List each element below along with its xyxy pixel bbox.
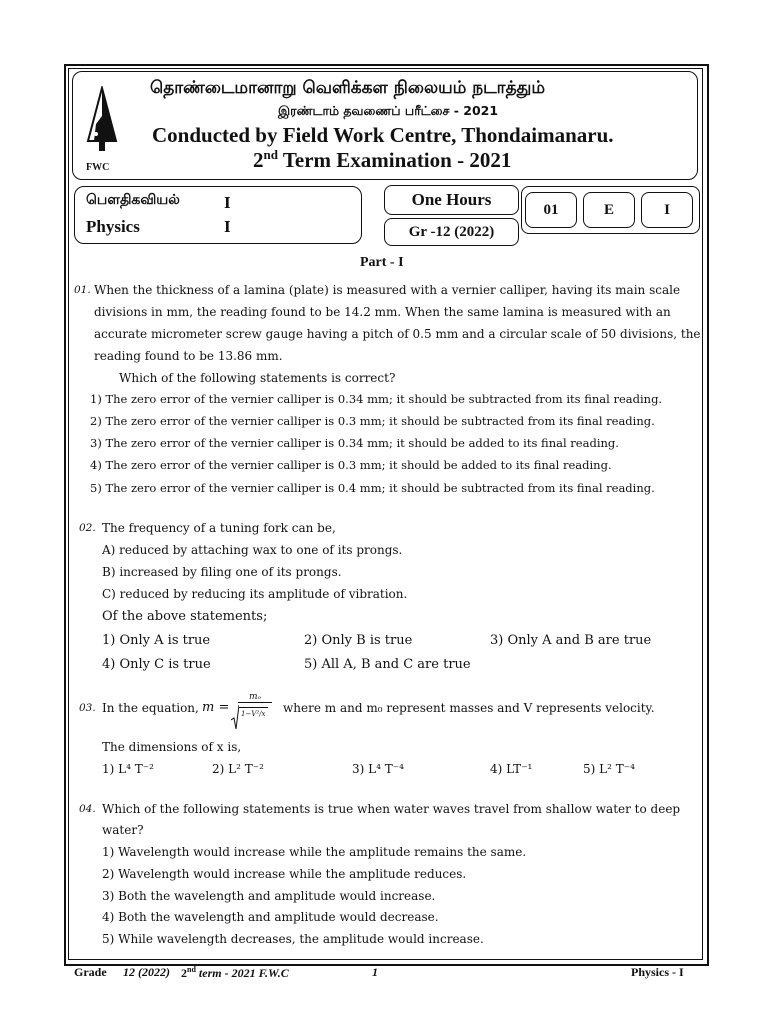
q2-prompt: Of the above statements; [102, 609, 268, 624]
q2-option: 5) All A, B and C are true [304, 657, 471, 672]
q1-option: 5) The zero error of the vernier calliper is 0.4 mm; it should be subtracted from its final reading. [90, 481, 655, 495]
q4-option: 5) While wavelength decreases, the amplitude would increase. [102, 932, 484, 946]
question-number: 02. [79, 522, 96, 534]
q1-stem-line: divisions in mm, the reading found to be 14.2 mm. When the same lamina is measured with an [94, 305, 671, 319]
q1-stem-line: When the thickness of a lamina (plate) is measured with a vernier calliper, having its main scale [94, 283, 681, 297]
paper-number-tamil: I [224, 193, 231, 212]
conducted-by: Conducted by Field Work Centre, Thondaimanaru. [152, 123, 614, 147]
subject-english: Physics [86, 217, 140, 236]
footer-term: 2nd term - 2021 F.W.C [181, 965, 289, 980]
q1-option: 3) The zero error of the vernier calliper is 0.34 mm; it should be added to its final reading. [90, 436, 619, 450]
q2-option: 1) Only A is true [102, 633, 211, 648]
q2-statement: A) reduced by attaching wax to one of its prongs. [102, 543, 403, 557]
q4-stem-line: Which of the following statements is true when water waves travel from shallow water to deep [102, 802, 681, 816]
q3-equation-numerator: mₒ [238, 692, 272, 703]
q2-option: 4) Only C is true [102, 657, 211, 672]
q1-option: 2) The zero error of the vernier calliper is 0.3 mm; it should be subtracted from its final reading. [90, 414, 655, 428]
q3-equation-lhs: m = [202, 700, 230, 715]
tamil-title: தொண்டைமானாறு வெளிக்கள நிலையம் நடாத்தும் [150, 78, 546, 98]
code-box-medium: E [583, 192, 635, 228]
question-number: 03. [79, 702, 96, 714]
q4-stem-line: water? [102, 823, 144, 837]
square-root-icon [231, 704, 239, 730]
footer-page-number: 1 [372, 965, 378, 979]
fwc-logo-icon [82, 86, 122, 161]
footer-subject: Physics - I [631, 965, 684, 979]
q1-stem-line: accurate micrometer screw gauge having a pitch of 0.5 mm and a circular scale of 50 divisions, the [94, 327, 701, 341]
q2-statement: C) reduced by reducing its amplitude of vibration. [102, 587, 408, 601]
exam-title: 2nd Term Examination - 2021 [253, 147, 512, 172]
q1-option: 1) The zero error of the vernier calliper is 0.34 mm; it should be subtracted from its final reading. [90, 392, 663, 406]
question-number: 01. [74, 284, 91, 296]
q4-option: 3) Both the wavelength and amplitude would increase. [102, 889, 436, 903]
q4-option: 1) Wavelength would increase while the amplitude remains the same. [102, 845, 527, 859]
q1-option: 4) The zero error of the vernier calliper is 0.3 mm; it should be added to its final reading. [90, 458, 612, 472]
q2-option: 3) Only A and B are true [490, 633, 652, 648]
code-box-subject: 01 [525, 192, 577, 228]
q2-stem: The frequency of a tuning fork can be, [102, 521, 336, 535]
footer-grade-label: Grade [74, 965, 107, 979]
q3-lead: In the equation, [102, 701, 199, 715]
q3-prompt: The dimensions of x is, [102, 740, 242, 754]
tamil-subtitle: இரண்டாம் தவணைப் பரீட்சை - 2021 [278, 103, 499, 118]
question-number: 04. [79, 803, 96, 815]
duration-box: One Hours [384, 185, 519, 215]
q1-stem-line: reading found to be 13.86 mm. [94, 349, 283, 363]
q4-option: 4) Both the wavelength and amplitude would decrease. [102, 910, 439, 924]
q3-option: 1) L⁴ T⁻² [102, 762, 154, 776]
q2-option: 2) Only B is true [304, 633, 413, 648]
q3-option: 3) L⁴ T⁻⁴ [352, 762, 404, 776]
q3-equation-denominator: 1−V²/x [239, 707, 268, 720]
code-box-paper: I [641, 192, 693, 228]
q3-tail: where m and m₀ represent masses and V represents velocity. [283, 701, 655, 715]
q3-option: 2) L² T⁻² [212, 762, 264, 776]
q3-option: 5) L² T⁻⁴ [583, 762, 635, 776]
q2-statement: B) increased by filing one of its prongs. [102, 565, 342, 579]
paper-number-english: I [224, 217, 231, 236]
subject-tamil: பௌதிகவியல் [86, 192, 180, 208]
part-title: Part - I [360, 255, 404, 270]
grade-box: Gr -12 (2022) [384, 218, 519, 246]
q4-option: 2) Wavelength would increase while the amplitude reduces. [102, 867, 467, 881]
q3-option: 4) LT⁻¹ [490, 762, 533, 776]
footer-grade-value: 12 (2022) [123, 965, 170, 979]
logo-label: FWC [86, 162, 110, 173]
q1-prompt: Which of the following statements is correct? [119, 371, 396, 385]
